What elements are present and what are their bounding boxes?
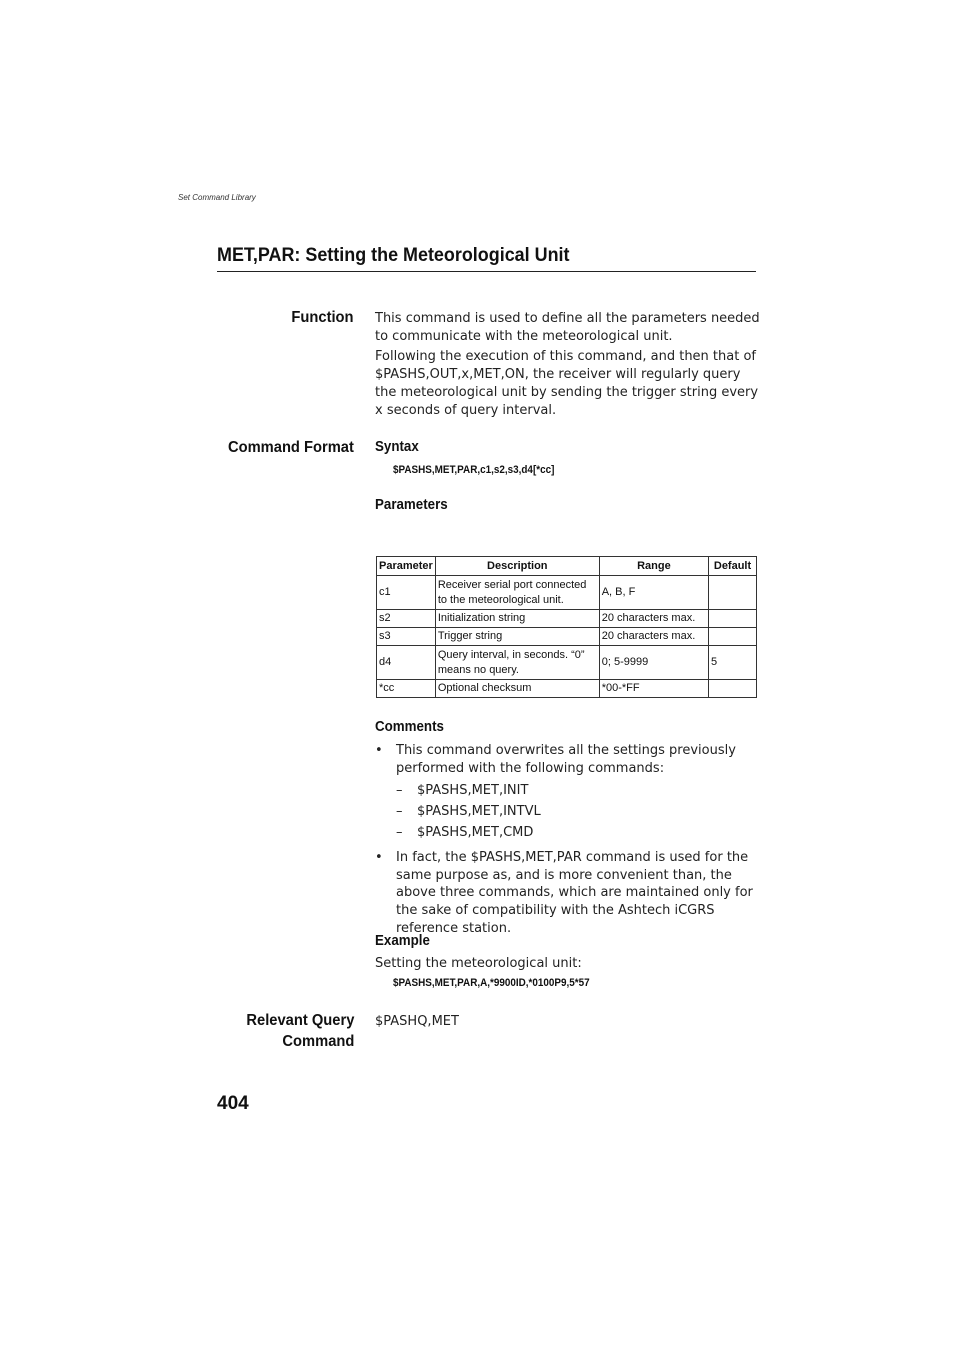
- dash-icon: –: [396, 783, 403, 799]
- cell-range: 20 characters max.: [599, 628, 708, 646]
- dash-icon: –: [396, 804, 403, 820]
- relevant-query-value: $PASHQ,MET: [375, 1014, 459, 1029]
- command-format-label: Command Format: [228, 439, 354, 456]
- cell-default: [709, 610, 757, 628]
- header-range: Range: [599, 557, 708, 576]
- dash-icon: –: [396, 825, 403, 841]
- table-row: [377, 680, 757, 698]
- function-label: Function: [291, 309, 354, 326]
- cell-default: [709, 628, 757, 646]
- parameters-table: [376, 556, 757, 698]
- cell-default: 5: [709, 646, 757, 680]
- function-paragraph-2: Following the execution of this command, and then that of $PASHS,OUT,x,MET,ON, the receiver will regularly query the meteorological unit by sending the trigger string every x seconds of query interval.: [375, 349, 759, 418]
- header-default: Default: [709, 557, 757, 576]
- comment-text-1: This command overwrites all the settings previously performed with the following commands:: [396, 743, 736, 776]
- list-item: [396, 801, 760, 822]
- cell-parameter: *cc: [377, 680, 436, 698]
- list-item: [375, 849, 760, 938]
- comments-list-continued: [375, 849, 760, 938]
- cell-description: Trigger string: [435, 628, 599, 646]
- table-header-row: [377, 557, 757, 576]
- parameters-heading: Parameters: [375, 497, 448, 513]
- syntax-code: $PASHS,MET,PAR,c1,s2,s3,d4[*cc]: [393, 464, 555, 476]
- header-description: Description: [435, 557, 599, 576]
- bullet-icon: •: [375, 743, 383, 758]
- cell-parameter: d4: [377, 646, 436, 680]
- header-parameter: Parameter: [377, 557, 436, 576]
- sub-command-list: [396, 780, 760, 843]
- cell-parameter: c1: [377, 576, 436, 610]
- list-item: [396, 822, 760, 843]
- title-rule: [217, 271, 756, 272]
- table-row: [377, 576, 757, 610]
- sub-command-text: $PASHS,MET,INIT: [417, 783, 529, 799]
- cell-default: [709, 576, 757, 610]
- cell-parameter: s3: [377, 628, 436, 646]
- table-row: [377, 646, 757, 680]
- table-row: [377, 610, 757, 628]
- cell-description: Receiver serial port connected to the meteorological unit.: [435, 576, 599, 610]
- example-text: Setting the meteorological unit:: [375, 956, 582, 971]
- page-title: MET,PAR: Setting the Meteorological Unit: [217, 244, 570, 266]
- comments-heading: Comments: [375, 719, 444, 735]
- comment-text-2: In fact, the $PASHS,MET,PAR command is used for the same purpose as, and is more convenient than, the above three commands, which are maintained only for the sake of compatibility with the Ashtech iCGRS reference station.: [396, 850, 753, 936]
- page-number: 404: [217, 1093, 249, 1114]
- list-item: [375, 742, 760, 843]
- list-item: [396, 780, 760, 801]
- relevant-query-label-line-2: Command: [282, 1033, 354, 1050]
- cell-default: [709, 680, 757, 698]
- comments-list: [375, 742, 760, 843]
- relevant-query-label-line-1: Relevant Query: [246, 1012, 354, 1029]
- bullet-icon: •: [375, 850, 383, 865]
- cell-description: Query interval, in seconds. “0” means no query.: [435, 646, 599, 680]
- cell-range: A, B, F: [599, 576, 708, 610]
- example-code: $PASHS,MET,PAR,A,*9900ID,*0100P9,5*57: [393, 977, 590, 989]
- function-body: [375, 310, 760, 419]
- cell-description: Initialization string: [435, 610, 599, 628]
- cell-description: Optional checksum: [435, 680, 599, 698]
- cell-range: 20 characters max.: [599, 610, 708, 628]
- table-row: [377, 628, 757, 646]
- example-heading: Example: [375, 933, 430, 949]
- cell-range: *00-*FF: [599, 680, 708, 698]
- relevant-query-label: [246, 1010, 354, 1052]
- sub-command-text: $PASHS,MET,CMD: [417, 825, 534, 841]
- sub-command-text: $PASHS,MET,INTVL: [417, 804, 541, 820]
- syntax-heading: Syntax: [375, 439, 419, 455]
- cell-range: 0; 5-9999: [599, 646, 708, 680]
- running-header: Set Command Library: [178, 193, 256, 202]
- function-paragraph-1: This command is used to define all the parameters needed to communicate with the meteorological unit.: [375, 311, 760, 344]
- cell-parameter: s2: [377, 610, 436, 628]
